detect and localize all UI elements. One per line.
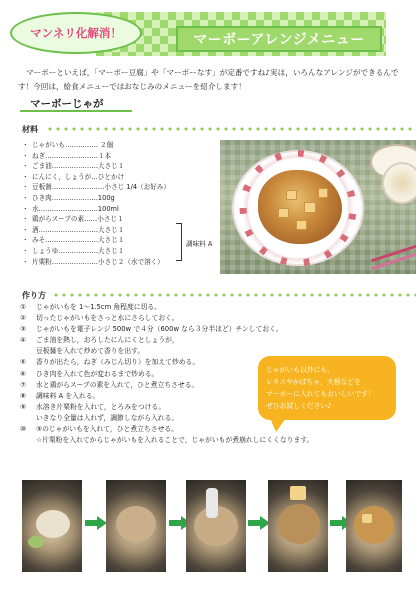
ingredient-item: ・ ひき肉…………………100g — [22, 193, 115, 202]
step-item: ☆片栗粉を入れてからじゃがいもを入れることで，じゃがいもが煮崩れしにくくなります。 — [36, 436, 314, 445]
step-item: ⑧ 調味料 A を入れる。 — [20, 391, 100, 400]
tip-bubble — [258, 356, 396, 420]
process-photo-1 — [22, 480, 82, 572]
step-item: ⑤ 香りが出たら，ねぎ（みじん切り）を加えて炒める。 — [20, 358, 200, 367]
arrow-icon — [248, 516, 270, 530]
dotted-divider — [46, 127, 416, 131]
title-banner — [176, 26, 382, 52]
ingredient-item: ・ しょうゆ………………大さじ１ — [22, 246, 125, 255]
ingredient-item: ・ ごま油…………………大さじ１ — [22, 162, 125, 171]
step-item: ⑨ 水溶き片栗粉を入れて，とろみをつける。 — [20, 402, 166, 411]
intro-text: マーボーといえば，「マーボー豆腐」や「マーボーなす」が定番ですね♪実は，いろんなアレンジができるんです！今回は，給食メニューではおなじみのメニューを紹介します！ — [18, 68, 399, 91]
tip-line: ぜひお試しください♪ — [266, 402, 332, 410]
recipe-title: マーボーじゃが — [30, 98, 104, 110]
ingredient-item: ・ 酒………………………大さじ１ — [22, 225, 125, 234]
step-item: ⑥ ひき肉を入れて色が変わるまで炒める。 — [20, 369, 159, 378]
arrow-icon — [85, 516, 107, 530]
tip-line: じゃがいも以外にも， — [266, 366, 334, 374]
side-bowl — [382, 162, 416, 204]
cloud-badge — [10, 12, 142, 54]
ingredients-heading: 材料 — [22, 125, 38, 134]
page-header — [0, 0, 420, 66]
badge-text: マンネリ化解消！ — [30, 26, 122, 40]
process-photo-2 — [106, 480, 166, 572]
step-item: ② 切ったじゃがいもをさっと水にさらしておく。 — [20, 314, 179, 323]
mabo-potato — [258, 170, 342, 244]
ingredient-item: ・ 水………………………100ml — [22, 204, 119, 213]
method-heading: 作り方 — [22, 291, 46, 300]
step-item: いきなり全量は入れず，調節しながら入れる。 — [36, 413, 179, 422]
dotted-divider — [52, 293, 416, 297]
dish-photo — [220, 140, 416, 274]
title-underline — [20, 110, 132, 112]
ingredient-item: ・ 片栗粉…………………小さじ２（水で溶く） — [22, 257, 164, 266]
ingredient-item: ・ 豆板醤……………………小さじ 1/4（お好み） — [22, 183, 170, 192]
tip-line: マーボーに入れてもおいしいです！ — [266, 390, 375, 398]
process-photos — [22, 480, 402, 572]
tip-line: レタスやかぼちゃ，大根などを — [266, 378, 361, 386]
process-photo-3 — [186, 480, 246, 572]
seasoning-bracket — [176, 223, 182, 261]
process-photo-4 — [268, 480, 328, 572]
step-item: ⑦ 水と鶏がらスープの素を入れて，ひと煮立ちさせる。 — [20, 380, 199, 389]
step-item: 豆板醤を入れて炒めて香りを出す。 — [36, 347, 145, 356]
ingredient-item: ・ みそ……………………大さじ１ — [22, 236, 125, 245]
step-item: ① じゃがいもを 1～1.5cm 角程度に切る。 — [20, 303, 161, 311]
step-item: ④ ごま油を熱し，おろしたにんにくとしょうが， — [20, 336, 179, 345]
page-title: マーボーアレンジメニュー — [193, 32, 365, 48]
seasoning-label: 調味料 A — [186, 240, 213, 248]
ingredient-item: ・ にんにく，しょうが…ひとかけ — [22, 172, 125, 181]
ingredients-list — [22, 140, 222, 267]
step-item: ③ じゃがいもを電子レンジ 500w で４分（600w なら３分半ほど）チンしておく。 — [20, 325, 283, 334]
ingredient-item: ・ じゃがいも…………… ２個 — [22, 141, 114, 149]
process-photo-5 — [346, 480, 402, 572]
ingredient-item: ・ 鶏がらスープの素……小さじ１ — [22, 215, 124, 224]
step-item: ⑩ ③のじゃがいもを入れて，ひと煮立ちさせる。 — [20, 425, 178, 434]
ingredient-item: ・ ねぎ……………………１本 — [22, 151, 112, 160]
